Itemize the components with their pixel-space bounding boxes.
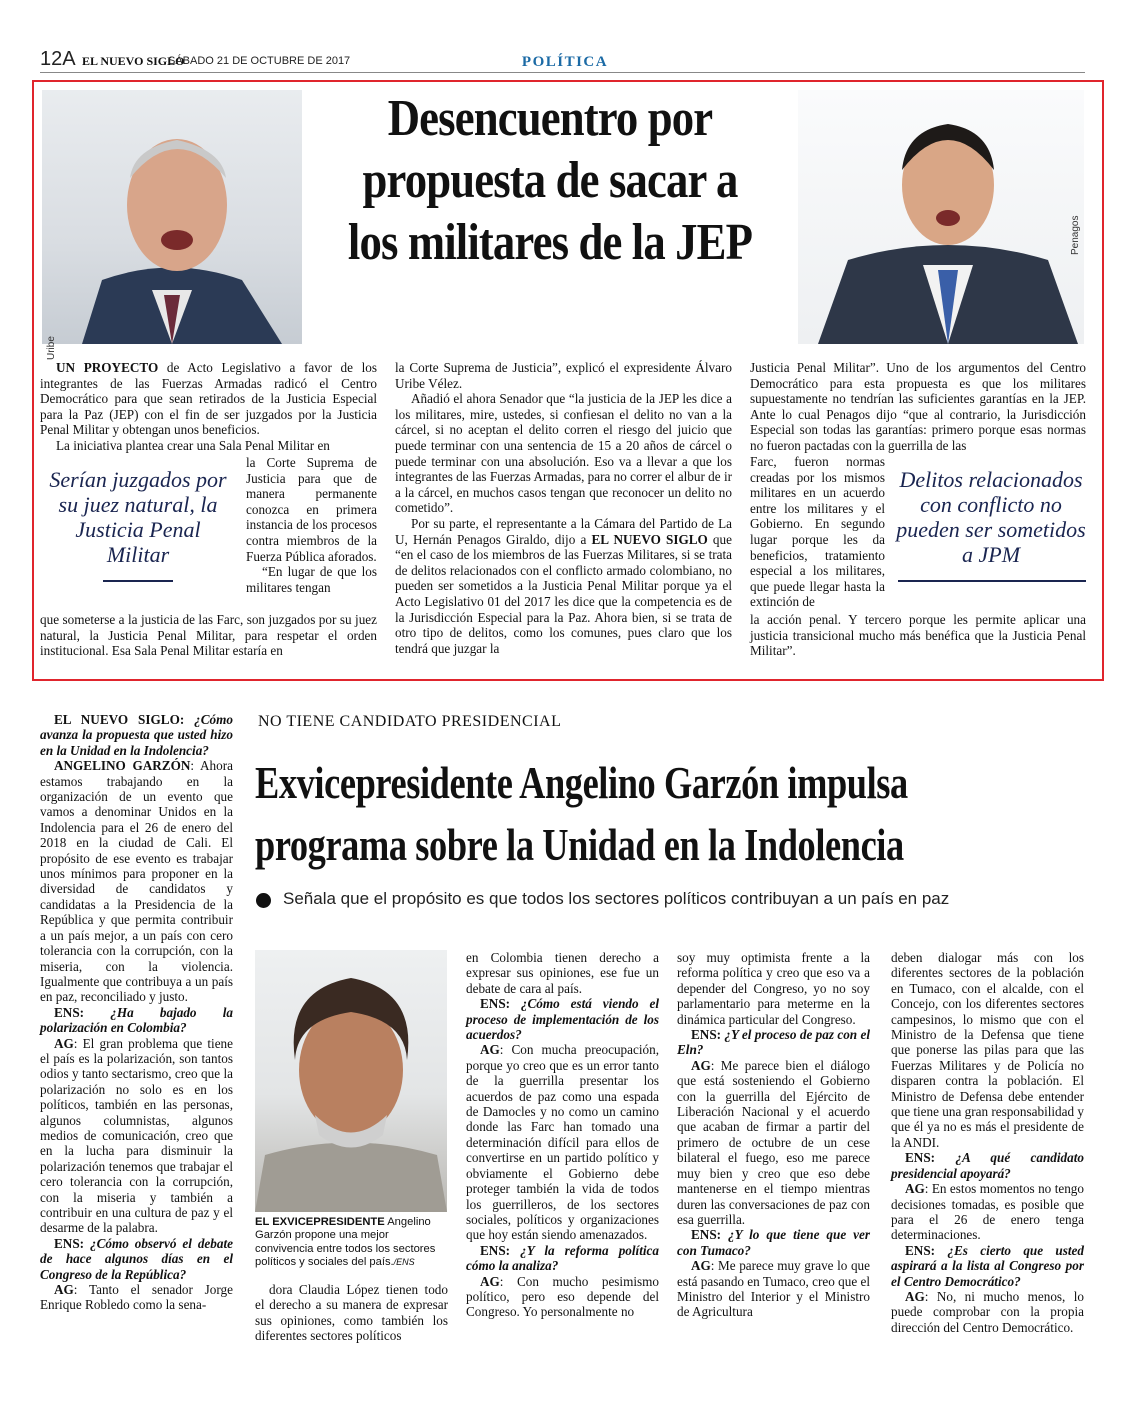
interview-col-c xyxy=(466,950,659,1320)
paper-mention: EL NUEVO SIGLO xyxy=(591,531,708,547)
top-article-col2 xyxy=(395,360,732,656)
speaker-label: AG xyxy=(691,1057,711,1073)
paragraph xyxy=(891,950,1084,1150)
pullquote-right: Delitos relacionados con conflicto no pueden ser sometidos a JPM xyxy=(896,467,1086,567)
question-text: ¿Y lo que tiene que ver con Tumaco? xyxy=(677,1227,870,1258)
photo-penagos xyxy=(798,90,1084,344)
article-subhead: Señala que el propósito es que todos los sectores políticos contribuyan a un país en paz xyxy=(283,889,950,908)
caption-text: Angelino Garzón propone una mejor convivencia entre todos los sectores políticos y sociales del país. xyxy=(255,1216,436,1269)
paragraph-text: deben dialogar más con los diferentes sectores de la población en Tumaco, con el alcalde, con el Concejo, con los diferentes sectores campesinos, lo mismo que con el Ministro de la Defensa que tiene que ponerse las pilas para que las Fuerzas Militares y de Policía no disparen contra la población. El Ministro de Defensa debe entender que tiene una gran responsabilidad y que él ya no es más el presidente de la ANDI. xyxy=(891,950,1084,1150)
question-text: ¿Cómo está viendo el proceso de implementación de los acuerdos? xyxy=(466,996,659,1043)
interview-answer xyxy=(891,1289,1084,1335)
top-article-col3-narrow xyxy=(750,454,885,610)
interview-col-e xyxy=(891,950,1084,1335)
page-number: 12A xyxy=(40,48,76,70)
paragraph xyxy=(677,950,870,1027)
bottom-headline-line: programa sobre la Unidad en la Indolencia xyxy=(255,819,904,870)
interview-answer xyxy=(677,1258,870,1320)
question-text: ¿A qué candidato presidencial apoyará? xyxy=(891,1150,1084,1181)
paragraph xyxy=(466,950,659,996)
paragraph: “En lugar de que los militares tengan xyxy=(246,564,377,595)
caption-lead: EL EXVICEPRESIDENTE xyxy=(255,1216,385,1228)
top-article-col3 xyxy=(750,360,1086,454)
top-headline-line: los militares de la JEP xyxy=(347,214,753,271)
paragraph-part: Por su parte, el representante a la Cámara del Partido de La U, Hernán Penagos Giraldo, dijo a xyxy=(395,515,732,547)
paragraph: dora Claudia López tienen todo el derecho a su manera de expresar sus opiniones, como también los diferentes sectores políticos xyxy=(255,1282,448,1344)
interview-answer xyxy=(677,1058,870,1227)
photo-caption xyxy=(255,1216,447,1270)
bottom-headline xyxy=(255,752,1061,876)
paragraph-text: soy muy optimista frente a la reforma política y creo que eso va a depender del Congreso, yo no soy parlamentario para meterme en la dinámica particular del Congreso. xyxy=(677,950,870,1027)
speaker-label: ENS: xyxy=(905,1150,936,1166)
interview-answer xyxy=(40,1282,233,1313)
newspaper-name: EL NUEVO SIGLO xyxy=(82,54,185,68)
speaker-label: AG xyxy=(54,1282,74,1298)
portrait-illustration xyxy=(798,90,1084,344)
answer-text: : Me parece bien el diálogo que está sosteniendo el Gobierno con la guerrilla del Ejército de Liberación Nacional y el acuerdo que acaban de firmar a partir del primero de octubre de un cese bilateral el fuego, eso me parece muy bien y creo que eso debe mantenerse en el tiempo mientras duren las conversaciones de paz con esa guerrilla. xyxy=(677,1057,870,1227)
top-article-col3-tail xyxy=(750,612,1086,659)
answer-text: : Me parece muy grave lo que está pasando en Tumaco, creo que el Ministro del Interior y el Ministro de Agricultura xyxy=(677,1258,870,1320)
question-text: ¿Es cierto que usted aspirará a la lista al Congreso por el Centro Democrático? xyxy=(891,1242,1084,1289)
question-text: ¿Y el proceso de paz con el Eln? xyxy=(677,1027,870,1058)
speaker-label: EL NUEVO SIGLO: xyxy=(54,712,185,727)
paragraph: Añadió el ahora Senador que “la justicia de la JEP les dice a los militares, mire, ustedes, si confiesan el delito no van a la cárcel, si no aceptan el delito corren el riesgo del juicio que puede terminar con una sentencia de 15 a 20 años de cárcel o puede terminar con una absolución. Eso va a llevar a que los integrantes de las Fuerzas Armadas, para no correr el albur de ir a la cárcel, en muchos casos tengan que reconocer un delito no cometido”. xyxy=(395,391,732,516)
question-text: ¿Cómo avanza la propuesta que usted hizo en la Unidad en la Indolencia? xyxy=(40,712,233,758)
interview-col-b xyxy=(255,1282,448,1344)
paragraph: de Acto Legislativo a favor de los integrantes de las Fuerzas Armadas radicó el Centro Democrático para que sean retirados de la Justicia Especial para la Paz (JEP) con el fin de ser juzgados por la Justicia Penal Militar y obtengan unos beneficios. xyxy=(40,360,377,438)
photo-credit-left: Uribe xyxy=(46,336,57,360)
speaker-label: ENS: xyxy=(905,1242,936,1258)
interview-question xyxy=(466,996,659,1042)
speaker-label: AG xyxy=(54,1035,74,1051)
issue-date: SÁBADO 21 DE OCTUBRE DE 2017 xyxy=(168,55,351,67)
speaker-label: ANGELINO GARZÓN xyxy=(54,758,191,774)
top-headline xyxy=(335,88,765,274)
interview-question xyxy=(40,712,233,758)
speaker-label: AG xyxy=(480,1042,500,1058)
speaker-label: AG xyxy=(905,1288,925,1304)
speaker-label: ENS: xyxy=(54,1235,85,1251)
paragraph: La iniciativa plantea crear una Sala Penal Militar en xyxy=(56,437,330,453)
paragraph-text: en Colombia tienen derecho a expresar sus opiniones, ese fue un debate de cara al país. xyxy=(466,950,659,996)
question-text: ¿Ha bajado la polarización en Colombia? xyxy=(40,1004,233,1036)
interview-answer xyxy=(466,1274,659,1320)
paragraph: la acción penal. Y tercero porque les permite aplicar una justicia transicional mucho más benéfica que la Justicia Penal Militar”. xyxy=(750,612,1086,659)
answer-text: : Ahora estamos trabajando en la organización de un evento que vamos a denominar Unidos en la Indolencia para el 26 de enero del 2018 en la ciudad de Cali. El propósito de ese evento es trabajar unos mínimos para proponer en la diversidad de candidatos y candidatas a la Presidencia de la República y que permita contribuir a un país mejor, a un país con cero tolerancia con la corrupción, con la miseria, con la violencia. Igualmente que contribuya a un país en paz, reconciliado y justo. xyxy=(40,758,233,1005)
top-article-col1-narrow xyxy=(246,455,377,595)
article-kicker: NO TIENE CANDIDATO PRESIDENCIAL xyxy=(258,713,562,730)
speaker-label: AG xyxy=(480,1273,500,1289)
photo-credit-right: Penagos xyxy=(1070,215,1081,255)
top-headline-line: propuesta de sacar a xyxy=(362,152,738,209)
paragraph: Farc, fueron normas creadas por los mismos militares en un acuerdo entre los militares y el Gobierno. En segundo lugar porque les da beneficios, tratamiento especial a los militares, que puede llegar hasta la extinción de xyxy=(750,454,885,610)
lead-in: UN PROYECTO xyxy=(56,360,159,375)
paragraph: Justicia Penal Militar”. Uno de los argumentos del Centro Democrático para esta propuesta es que los militares supuestamente no tendrían las suficientes garantías en la JEP. Ante lo cual Penagos dijo “que al contrario, la Jurisdicción Especial son todas las garantías: primero porque esas normas no fueron pactadas con la guerrilla de las xyxy=(750,360,1086,453)
portrait-illustration xyxy=(255,950,447,1212)
interview-question xyxy=(677,1027,870,1058)
paragraph: la Corte Suprema de Justicia”, explicó el expresidente Álvaro Uribe Vélez. xyxy=(395,360,732,391)
answer-text: : En estos momentos no tengo decisiones tomadas, es posible que para el 26 de enero tenga determinaciones. xyxy=(891,1181,1084,1243)
speaker-label: ENS: xyxy=(691,1227,722,1243)
interview-question xyxy=(891,1243,1084,1289)
answer-text: : No, ni mucho menos, lo puede comprobar con la propia dirección del Centro Democrático. xyxy=(891,1288,1084,1335)
interview-question xyxy=(891,1150,1084,1181)
interview-answer xyxy=(891,1181,1084,1243)
interview-question xyxy=(677,1227,870,1258)
interview-answer xyxy=(466,1042,659,1242)
speaker-label: ENS: xyxy=(480,1242,511,1258)
bottom-headline-line: Exvicepresidente Angelino Garzón impulsa xyxy=(255,757,908,808)
interview-answer xyxy=(40,1036,233,1236)
pullquote-left: Serían juzgados por su juez natural, la Justicia Penal Militar xyxy=(49,467,227,567)
speaker-label: AG xyxy=(691,1258,711,1274)
photo-uribe xyxy=(42,90,302,360)
speaker-label: ENS: xyxy=(480,996,511,1012)
portrait-illustration xyxy=(42,90,302,344)
photo-garzon xyxy=(255,950,447,1212)
interview-col-d xyxy=(677,950,870,1320)
interview-answer xyxy=(40,758,233,1005)
question-text: ¿Y la reforma política cómo la analiza? xyxy=(466,1242,659,1274)
section-title: POLÍTICA xyxy=(521,54,609,70)
interview-question xyxy=(466,1243,659,1274)
answer-text: : Con mucho pesimismo político, pero eso depende del Congreso. Yo personalmente no xyxy=(466,1273,659,1320)
paragraph: que someterse a la justicia de las Farc, son juzgados por su juez natural, la Justicia Penal Militar, para respetar el orden institucional. Esa Sala Penal Militar estaría en xyxy=(40,612,377,659)
pullquote-rule xyxy=(103,580,173,582)
speaker-label: ENS: xyxy=(54,1004,85,1020)
answer-text: : Con mucha preocupación, porque yo creo que es un error tanto de la guerrilla presentar los acuerdos de paz como una espada de Damocles y no como un camino donde las Farc han tomado una determinación difícil para ellos de convertirse en un partido político y obviamente el Gobierno debe proteger también la vida de todos los guerrilleros, de los sectores sociales, políticos y organizaciones que hoy están siendo amenazados. xyxy=(466,1042,659,1243)
answer-text: : El gran problema que tiene el país es la polarización, son tantos odios y tanto sectarismo, creo que la polarización no solo es en los políticos, también en las personas, algunos columnistas, algunos medios de comunicación, creo que en la lucha para disminuir la polarización tenemos que trabajar el cero tolerancia con la corrupción, con la miseria y también a contribuir en una cultura de paz y el desarme de la palabra. xyxy=(40,1035,233,1236)
top-article-col1-tail xyxy=(40,612,377,659)
answer-text: : Tanto el senador Jorge Enrique Robledo como la sena- xyxy=(40,1282,233,1313)
interview-question xyxy=(40,1005,233,1036)
interview-question xyxy=(40,1236,233,1282)
paragraph: la Corte Suprema de Justicia para que de manera permanente conozca en primera instancia de los procesos contra miembros de la Fuerza Pública aforados. xyxy=(246,455,377,564)
question-text: ¿Cómo observó el debate de hace algunos días en el Congreso de la República? xyxy=(40,1235,233,1282)
speaker-label: ENS: xyxy=(691,1027,722,1043)
top-headline-line: Desencuentro por xyxy=(387,90,713,147)
pullquote-rule xyxy=(898,580,1086,582)
interview-col-a xyxy=(40,712,233,1313)
caption-credit: /ENS xyxy=(393,1257,415,1268)
paragraph-part: que “en el caso de los miembros de las Fuerzas Militares, si se trata de delitos relacionados con el conflicto armado colombiano, no pueden ser sometidos a la Justicia Penal Militar porque ya el Acto Legislativo 01 del 2017 les dice que la competencia es de la Jurisdicción Especial para la Paz. Ahora bien, si se trata de otro tipo de delitos, como los comunes, pues claro que los tendrá que juzgar la xyxy=(395,531,732,656)
speaker-label: AG xyxy=(905,1181,925,1197)
top-article-col1 xyxy=(40,360,377,454)
masthead-rule xyxy=(40,72,1085,73)
bullet-icon xyxy=(256,893,271,908)
